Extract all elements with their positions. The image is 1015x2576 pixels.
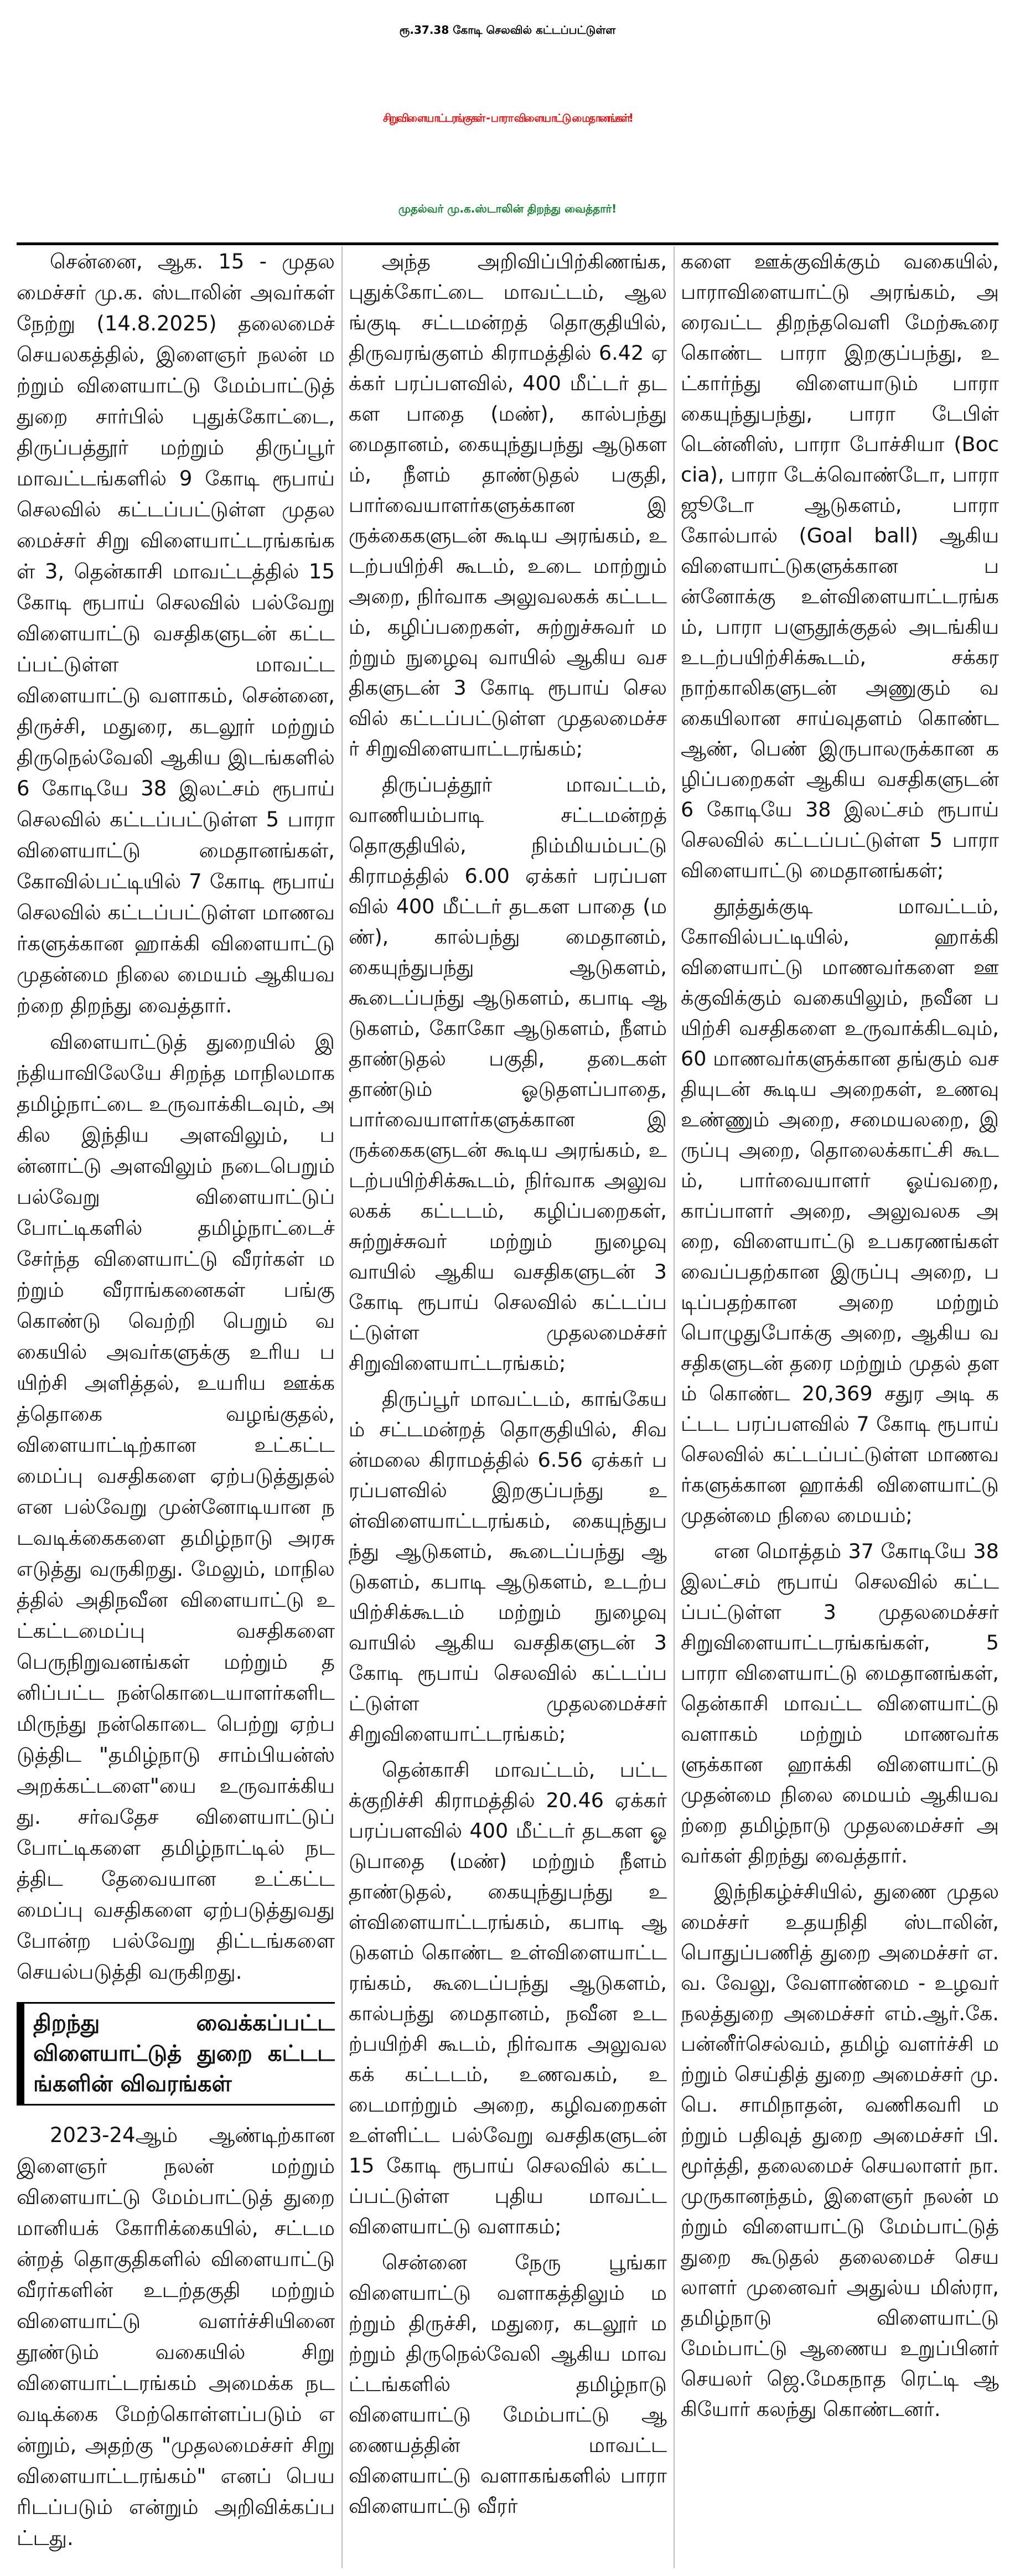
article-column-2 <box>349 246 667 2568</box>
article-paragraph: தென்காசி மாவட்டம், பட்டக்குறிச்சி கிராமத்தில் 20.46 ஏக்கர் பரப்பளவில் 400 மீட்டர் தடகள ஓடுபாதை (மண்) மற்றும் நீளம் தாண்டுதல், கையுந்துபந்து உள்விளையாட்டரங்கம், கபாடி ஆடுகளம் கொண்ட உள்விளையாட்டரங்கம், கூடைப்பந்து ஆடுகளம், கால்பந்து மைதானம், நவீன உடற்பயிற்சி கூடம், நிர்வாக அலுவலகக் கட்டடம், உணவகம், உடைமாற்றும் அறை, கழிவறைகள் உள்ளிட்ட பல்வேறு வசதிகளுடன் 15 கோடி ரூபாய் செலவில் கட்டப்பட்டுள்ள புதிய மாவட்ட விளையாட்டு வளாகம்; <box>349 1758 667 2238</box>
headline-rule <box>17 242 998 245</box>
column-divider <box>674 246 675 2568</box>
article-paragraph: சென்னை, ஆக. 15 - முதலமைச்சர் மு.க. ஸ்டாலின் அவர்கள் நேற்று (14.8.2025) தலைமைச் செயலகத்தில், இளைஞர் நலன் மற்றும் விளையாட்டு மேம்பாட்டுத் துறை சார்பில் புதுக்கோட்டை, திருப்பத்தூர் மற்றும் திருப்பூர் மாவட்டங்களில் 9 கோடி ரூபாய் செலவில் கட்டப்பட்டுள்ள முதலமைச்சர் சிறு விளையாட்டரங்கங்கள் 3, தென்காசி மாவட்டத்தில் 15 கோடி ரூபாய் செலவில் பல்வேறு விளையாட்டு வசதிகளுடன் கட்டப்பட்டுள்ள மாவட்ட விளையாட்டு வளாகம், சென்னை, திருச்சி, மதுரை, கடலூர் மற்றும் திருநெல்வேலி ஆகிய இடங்களில் 6 கோடியே 38 இலட்சம் ரூபாய் செலவில் கட்டப்பட்டுள்ள 5 பாரா விளையாட்டு மைதானங்கள், கோவில்பட்டியில் 7 கோடி ரூபாய் செலவில் கட்டப்பட்டுள்ள மாணவர்களுக்கான ஹாக்கி விளையாட்டு முதன்மை நிலை மையம் ஆகியவற்றை திறந்து வைத்தார். <box>17 250 335 1017</box>
article-paragraph: 2023-24ஆம் ஆண்டிற்கான இளைஞர் நலன் மற்றும் விளையாட்டு மேம்பாட்டுத் துறை மானியக் கோரிக்கையில், சட்டமன்றத் தொகுதிகளில் விளையாட்டு வீரர்களின் உடற்தகுதி மற்றும் விளையாட்டு வளர்ச்சியினை தூண்டும் வகையில் சிறு விளையாட்டரங்கம் அமைக்க நடவடிக்கை மேற்கொள்ளப்படும் என்றும், அதற்கு "முதலமைச்சர் சிறு விளையாட்டரங்கம்" எனப் பெயரிடப்படும் என்றும் அறிவிக்கப்பட்டது. <box>17 2123 335 2550</box>
article-paragraph: சென்னை நேரு பூங்கா விளையாட்டு வளாகத்திலும் மற்றும் திருச்சி, மதுரை, கடலூர் மற்றும் திருநெல்வேலி ஆகிய மாவட்டங்களில் தமிழ்நாடு விளையாட்டு மேம்பாட்டு ஆணையத்தின் மாவட்ட விளையாட்டு வளாகங்களில் பாரா விளையாட்டு வீரர் <box>349 2251 667 2518</box>
article-paragraph: திருப்பூர் மாவட்டம், காங்கேயம் சட்டமன்றத் தொகுதியில், சிவன்மலை கிராமத்தில் 6.56 ஏக்கர் பரப்பளவில் இறகுப்பந்து உள்விளையாட்டரங்கம், கையுந்துபந்து ஆடுகளம், கூடைப்பந்து ஆடுகளம், கபாடி ஆடுகளம், உடற்பயிற்சிக்கூடம் மற்றும் நுழைவு வாயில் ஆகிய வசதிகளுடன் 3 கோடி ரூபாய் செலவில் கட்டப்பட்டுள்ள முதலமைச்சர் சிறுவிளையாட்டரங்கம்; <box>349 1387 667 1746</box>
article-paragraph: இந்நிகழ்ச்சியில், துணை முதலமைச்சர் உதயநிதி ஸ்டாலின், பொதுப்பணித் துறை அமைச்சர் எ.வ. வேலு, வேளாண்மை - உழவர் நலத்துறை அமைச்சர் எம்.ஆர்.கே. பன்னீர்செல்வம், தமிழ் வளர்ச்சி மற்றும் செய்தித் துறை அமைச்சர் மு.பெ. சாமிநாதன், வணிகவரி மற்றும் பதிவுத் துறை அமைச்சர் பி.மூர்த்தி, தலைமைச் செயலாளர் நா. முருகானந்தம், இளைஞர் நலன் மற்றும் விளையாட்டு மேம்பாட்டுத் துறை கூடுதல் தலைமைச் செயலாளர் முனைவர் அதுல்ய மிஸ்ரா, தமிழ்நாடு விளையாட்டு மேம்பாட்டு ஆணைய உறுப்பினர் செயலர் ஜெ.மேகநாத ரெட்டி ஆகியோர் கலந்து கொண்டனர். <box>681 1880 999 2421</box>
article-column-1 <box>17 246 335 2568</box>
article-paragraph: தூத்துக்குடி மாவட்டம், கோவில்பட்டியில், ஹாக்கி விளையாட்டு மாணவர்களை ஊக்குவிக்கும் வகையிலும், நவீன பயிற்சி வசதிகளை உருவாக்கிடவும், 60 மாணவர்களுக்கான தங்கும் வசதியுடன் கூடிய அறைகள், உணவு உண்ணும் அறை, சமையலறை, இருப்பு அறை, தொலைக்காட்சி கூடம், பார்வையாளர் ஓய்வறை, காப்பாளர் அறை, அலுவலக அறை, விளையாட்டு உபகரணங்கள் வைப்பதற்கான இருப்பு அறை, படிப்பதற்கான அறை மற்றும் பொழுதுபோக்கு அறை, ஆகிய வசதிகளுடன் தரை மற்றும் முதல் தளம் கொண்ட 20,369 சதுர அடி கட்டட பரப்பளவில் 7 கோடி ரூபாய் செலவில் கட்டப்பட்டுள்ள மாணவர்களுக்கான ஹாக்கி விளையாட்டு முதன்மை நிலை மையம்; <box>681 894 999 1527</box>
article-subheading: திறந்து வைக்கப்பட்ட விளையாட்டுத் துறை கட்டடங்களின் விவரங்கள் <box>17 2002 335 2106</box>
column-divider <box>341 246 343 2568</box>
article-paragraph: திருப்பத்தூர் மாவட்டம், வாணியம்பாடி சட்டமன்றத் தொகுதியில், நிம்மியம்பட்டு கிராமத்தில் 6.00 ஏக்கர் பரப்பளவில் 400 மீட்டர் தடகள பாதை (மண்), கால்பந்து மைதானம், கையுந்துபந்து ஆடுகளம், கூடைப்பந்து ஆடுகளம், கபாடி ஆடுகளம், கோகோ ஆடுகளம், நீளம் தாண்டுதல் பகுதி, தடைகள் தாண்டும் ஓடுதளப்பாதை, பார்வையாளர்களுக்கான இருக்கைகளுடன் கூடிய அரங்கம், உடற்பயிற்சிக்கூடம், நிர்வாக அலுவலகக் கட்டடம், கழிப்பறைகள், சுற்றுச்சுவர் மற்றும் நுழைவு வாயில் ஆகிய வசதிகளுடன் 3 கோடி ரூபாய் செலவில் கட்டப்பட்டுள்ள முதலமைச்சர் சிறுவிளையாட்டரங்கம்; <box>349 773 667 1375</box>
headline-top: ரூ.37.38 கோடி செலவில் கட்டப்பட்டுள்ள <box>399 23 616 37</box>
article-paragraph: என மொத்தம் 37 கோடியே 38 இலட்சம் ரூபாய் செலவில் கட்டப்பட்டுள்ள 3 முதலமைச்சர் சிறுவிளையாட்டரங்கங்கள், 5 பாரா விளையாட்டு மைதானங்கள், தென்காசி மாவட்ட விளையாட்டு வளாகம் மற்றும் மாணவர்களுக்கான ஹாக்கி விளையாட்டு முதன்மை நிலை மையம் ஆகியவற்றை தமிழ்நாடு முதலமைச்சர் அவர்கள் திறந்து வைத்தார். <box>681 1539 999 1868</box>
headline-main: சிறுவிளையாட்டரங்குகள் - பாரா விளையாட்டு மைதானங்கள்! <box>383 111 632 125</box>
headline-sub: முதல்வர் மு.க.ஸ்டாலின் திறந்து வைத்தார்! <box>398 202 617 215</box>
article-paragraph: களை ஊக்குவிக்கும் வகையில், பாராவிளையாட்டு அரங்கம், அரைவட்ட திறந்தவெளி மேற்கூரை கொண்ட பாரா இறகுப்பந்து, உட்கார்ந்து விளையாடும் பாரா கையுந்துபந்து, பாரா டேபிள் டென்னிஸ், பாரா போச்சியா (Boccia), பாரா டேக்வொண்டோ, பாரா ஜூடோ ஆடுகளம், பாரா கோல்பால் (Goal ball) ஆகிய விளையாட்டுகளுக்கான பன்னோக்கு உள்விளையாட்டரங்கம், பாரா பளுதூக்குதல் அடங்கிய உடற்பயிற்சிக்கூடம், சக்கர நாற்காலிகளுடன் அணுகும் வகையிலான சாய்வுதளம் கொண்ட ஆண், பெண் இருபாலருக்கான கழிப்பறைகள் ஆகிய வசதிகளுடன் 6 கோடியே 38 இலட்சம் ரூபாய் செலவில் கட்டப்பட்டுள்ள 5 பாரா விளையாட்டு மைதானங்கள்; <box>681 250 999 882</box>
article-paragraph: அந்த அறிவிப்பிற்கிணங்க, புதுக்கோட்டை மாவட்டம், ஆலங்குடி சட்டமன்றத் தொகுதியில், திருவரங்குளம் கிராமத்தில் 6.42 ஏக்கர் பரப்பளவில், 400 மீட்டர் தடகள பாதை (மண்), கால்பந்து மைதானம், கையுந்துபந்து ஆடுகளம், நீளம் தாண்டுதல் பகுதி, பார்வையாளர்களுக்கான இருக்கைகளுடன் கூடிய அரங்கம், உடற்பயிற்சி கூடம், உடை மாற்றும் அறை, நிர்வாக அலுவலகக் கட்டடம், கழிப்பறைகள், சுற்றுச்சுவர் மற்றும் நுழைவு வாயில் ஆகிய வசதிகளுடன் 3 கோடி ரூபாய் செலவில் கட்டப்பட்டுள்ள முதலமைச்சர் சிறுவிளையாட்டரங்கம்; <box>349 250 667 761</box>
article-column-3 <box>681 246 999 2568</box>
article-paragraph: விளையாட்டுத் துறையில் இந்தியாவிலேயே சிறந்த மாநிலமாக தமிழ்நாட்டை உருவாக்கிடவும், அகில இந்திய அளவிலும், பன்னாட்டு அளவிலும் நடைபெறும் பல்வேறு விளையாட்டுப் போட்டிகளில் தமிழ்நாட்டைச் சேர்ந்த விளையாட்டு வீரர்கள் மற்றும் வீராங்கனைகள் பங்கு கொண்டு வெற்றி பெறும் வகையில் அவர்களுக்கு உரிய பயிற்சி அளித்தல், உயரிய ஊக்கத்தொகை வழங்குதல், விளையாட்டிற்கான உட்கட்டமைப்பு வசதிகளை ஏற்படுத்துதல் என பல்வேறு முன்னோடியான நடவடிக்கைகளை தமிழ்நாடு அரசு எடுத்து வருகிறது. மேலும், மாநிலத்தில் அதிநவீன விளையாட்டு உட்கட்டமைப்பு வசதிகளை பெருநிறுவனங்கள் மற்றும் தனிப்பட்ட நன்கொடையாளர்களிடமிருந்து நன்கொடை பெற்று ஏற்படுத்திட "தமிழ்நாடு சாம்பியன்ஸ் அறக்கட்டளை"யை உருவாக்கியது. சர்வதேச விளையாட்டுப் போட்டிகளை தமிழ்நாட்டில் நடத்திட தேவையான உட்கட்டமைப்பு வசதிகளை ஏற்படுத்துவது போன்ற பல்வேறு திட்டங்களை செயல்படுத்தி வருகிறது. <box>17 1030 335 1984</box>
